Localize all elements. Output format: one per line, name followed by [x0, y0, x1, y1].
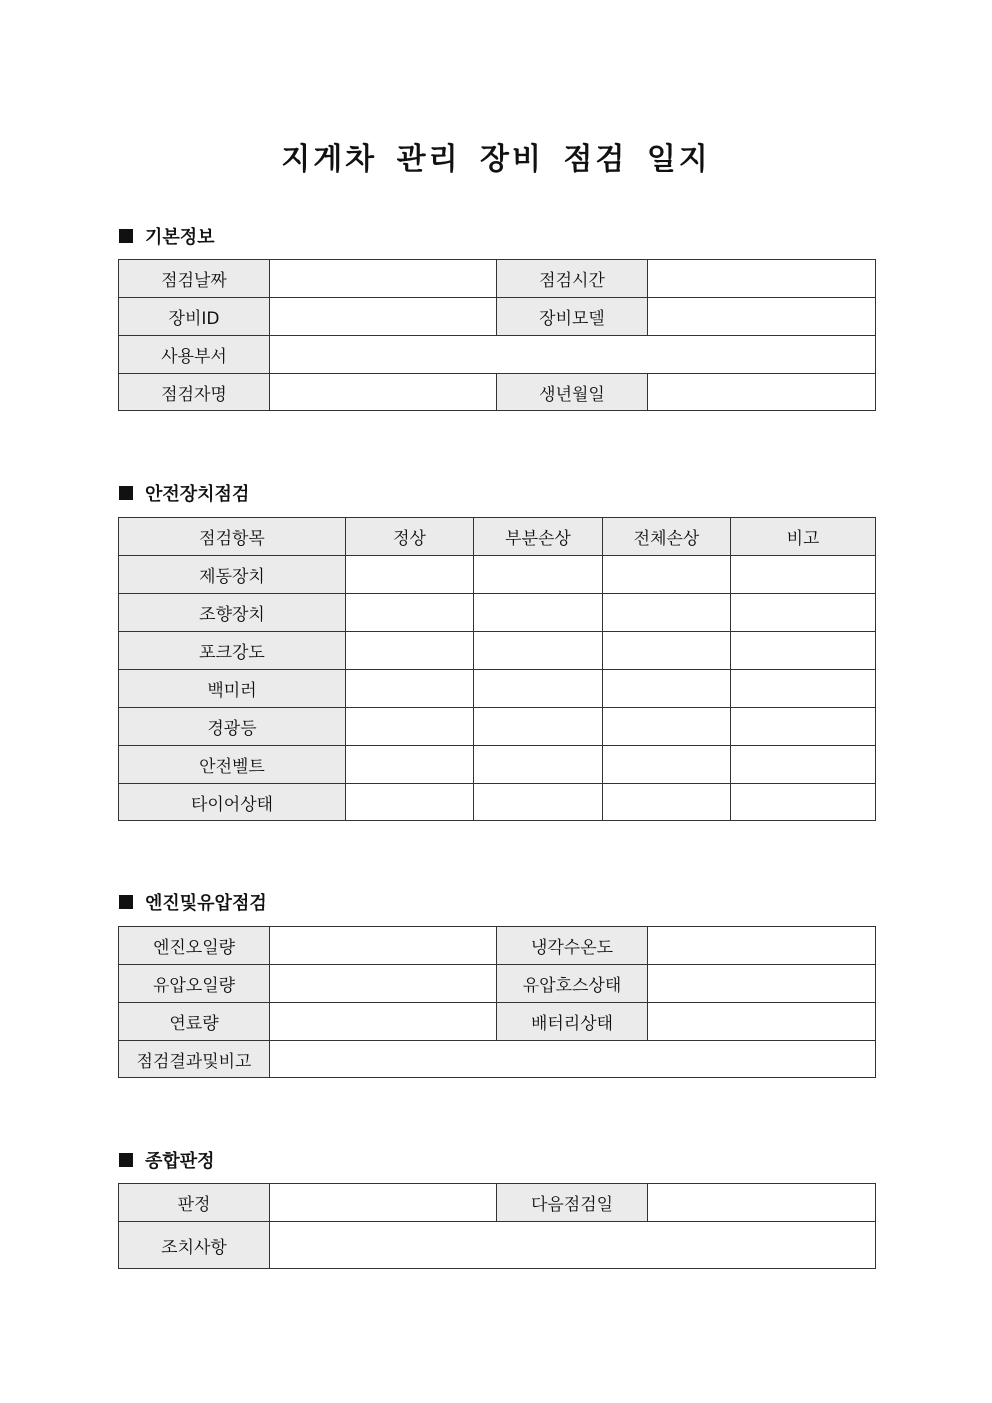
row-label: 경광등	[119, 708, 346, 746]
label-fuel: 연료량	[119, 1003, 270, 1041]
column-header: 점검항목	[119, 518, 346, 556]
section-title: 엔진및유압점검	[145, 893, 267, 914]
label-inspector-name: 점검자명	[119, 374, 270, 411]
cell-partial-damage[interactable]	[474, 746, 603, 784]
row-label: 백미러	[119, 670, 346, 708]
cell-total-damage[interactable]	[603, 632, 731, 670]
cell-normal[interactable]	[346, 670, 474, 708]
field-inspection-time[interactable]	[648, 260, 876, 298]
cell-total-damage[interactable]	[603, 746, 731, 784]
cell-total-damage[interactable]	[603, 556, 731, 594]
row-label: 제동장치	[119, 556, 346, 594]
label-hydraulic-hose: 유압호스상태	[497, 965, 648, 1003]
label-coolant-temp: 냉각수온도	[497, 927, 648, 965]
cell-remarks[interactable]	[731, 746, 876, 784]
row-label: 조향장치	[119, 594, 346, 632]
cell-remarks[interactable]	[731, 556, 876, 594]
field-coolant-temp[interactable]	[648, 927, 876, 965]
column-header: 비고	[731, 518, 876, 556]
label-inspection-date: 점검날짜	[119, 260, 270, 298]
table-header-row	[119, 518, 876, 556]
cell-normal[interactable]	[346, 632, 474, 670]
label-equipment-model: 장비모델	[497, 298, 648, 336]
section-heading-overall	[119, 1147, 215, 1173]
page-title: 지게차 관리 장비 점검 일지	[281, 142, 711, 177]
field-engine-oil[interactable]	[270, 927, 497, 965]
table-row	[119, 632, 876, 670]
field-birth-date[interactable]	[648, 374, 876, 411]
field-equipment-id[interactable]	[270, 298, 497, 336]
square-bullet-icon	[119, 895, 133, 909]
table-row	[119, 708, 876, 746]
label-hydraulic-oil: 유압오일량	[119, 965, 270, 1003]
safety-check-table	[118, 517, 876, 821]
table-row	[119, 670, 876, 708]
square-bullet-icon	[119, 229, 133, 243]
cell-partial-damage[interactable]	[474, 670, 603, 708]
label-equipment-id: 장비ID	[119, 298, 270, 336]
cell-total-damage[interactable]	[603, 784, 731, 821]
cell-remarks[interactable]	[731, 670, 876, 708]
cell-total-damage[interactable]	[603, 708, 731, 746]
engine-check-table	[118, 926, 876, 1078]
cell-remarks[interactable]	[731, 708, 876, 746]
table-row	[119, 556, 876, 594]
field-fuel[interactable]	[270, 1003, 497, 1041]
column-header: 정상	[346, 518, 474, 556]
row-label: 안전벨트	[119, 746, 346, 784]
table-row	[119, 746, 876, 784]
cell-partial-damage[interactable]	[474, 556, 603, 594]
field-next-inspection[interactable]	[648, 1184, 876, 1222]
label-action-items: 조치사항	[119, 1222, 270, 1269]
label-inspection-time: 점검시간	[497, 260, 648, 298]
cell-normal[interactable]	[346, 784, 474, 821]
label-battery: 배터리상태	[497, 1003, 648, 1041]
section-heading-engine-check	[119, 889, 267, 915]
cell-normal[interactable]	[346, 746, 474, 784]
field-department[interactable]	[270, 336, 876, 374]
column-header: 전체손상	[603, 518, 731, 556]
field-hydraulic-oil[interactable]	[270, 965, 497, 1003]
table-row	[119, 594, 876, 632]
cell-partial-damage[interactable]	[474, 784, 603, 821]
field-action-items[interactable]	[270, 1222, 876, 1269]
label-judgment: 판정	[119, 1184, 270, 1222]
cell-remarks[interactable]	[731, 594, 876, 632]
cell-partial-damage[interactable]	[474, 594, 603, 632]
cell-partial-damage[interactable]	[474, 708, 603, 746]
section-title: 안전장치점검	[145, 484, 250, 505]
section-title: 종합판정	[145, 1151, 215, 1172]
field-inspection-date[interactable]	[270, 260, 497, 298]
cell-partial-damage[interactable]	[474, 632, 603, 670]
field-result-remarks[interactable]	[270, 1041, 876, 1078]
square-bullet-icon	[119, 1153, 133, 1167]
table-row	[119, 784, 876, 821]
cell-remarks[interactable]	[731, 632, 876, 670]
label-engine-oil: 엔진오일량	[119, 927, 270, 965]
field-equipment-model[interactable]	[648, 298, 876, 336]
row-label: 포크강도	[119, 632, 346, 670]
cell-normal[interactable]	[346, 708, 474, 746]
label-result-remarks: 점검결과및비고	[119, 1041, 270, 1078]
section-heading-safety-check	[119, 480, 249, 506]
cell-normal[interactable]	[346, 556, 474, 594]
cell-total-damage[interactable]	[603, 670, 731, 708]
section-title: 기본정보	[145, 227, 215, 248]
label-department: 사용부서	[119, 336, 270, 374]
row-label: 타이어상태	[119, 784, 346, 821]
label-next-inspection: 다음점검일	[497, 1184, 648, 1222]
section-heading-basic-info	[119, 223, 215, 249]
cell-remarks[interactable]	[731, 784, 876, 821]
basic-info-table	[118, 259, 876, 411]
column-header: 부분손상	[474, 518, 603, 556]
field-inspector-name[interactable]	[270, 374, 497, 411]
cell-normal[interactable]	[346, 594, 474, 632]
label-birth-date: 생년월일	[497, 374, 648, 411]
field-hydraulic-hose[interactable]	[648, 965, 876, 1003]
cell-total-damage[interactable]	[603, 594, 731, 632]
overall-table	[118, 1183, 876, 1269]
field-judgment[interactable]	[270, 1184, 497, 1222]
square-bullet-icon	[119, 486, 133, 500]
field-battery[interactable]	[648, 1003, 876, 1041]
